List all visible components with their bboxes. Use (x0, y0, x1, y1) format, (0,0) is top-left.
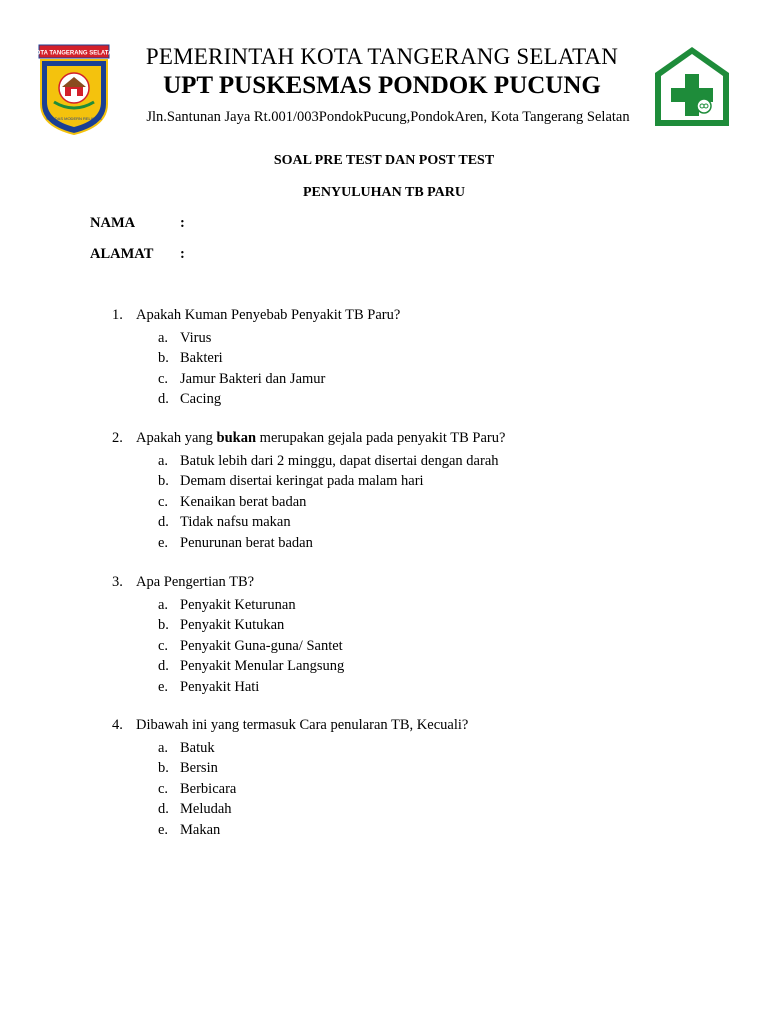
question-text: Apakah Kuman Penyebab Penyakit TB Paru? (136, 307, 401, 323)
option-list (158, 328, 325, 410)
option-item: a. Batuk lebih dari 2 minggu, dapat disertai dengan darah (158, 452, 499, 469)
option-item: e. Makan (158, 821, 221, 838)
question-number: 2. (112, 430, 123, 446)
question-number: 4. (112, 717, 123, 733)
option-item: d. Meludah (158, 801, 232, 817)
option-item: d. Cacing (158, 391, 222, 407)
option-list (158, 595, 344, 698)
field-nama (90, 215, 185, 232)
option-item: e. Penyakit Hati (158, 678, 260, 695)
document-title: SOAL PRE TEST DAN POST TEST (273, 153, 495, 168)
tangerang-selatan-emblem-icon (31, 44, 117, 136)
option-item: a. Penyakit Keturunan (158, 596, 296, 613)
option-item: a. Virus (158, 329, 212, 346)
question-number: 3. (112, 574, 123, 590)
option-list (158, 738, 236, 841)
question-text: Apa Pengertian TB? (136, 574, 255, 590)
emblem-city-text: KOTA TANGERANG SELATAN (31, 50, 117, 57)
option-item: b. Bakteri (158, 350, 223, 366)
question-number: 1. (112, 307, 123, 323)
field-alamat-colon: : (180, 246, 185, 262)
field-alamat (90, 246, 185, 263)
option-item: b. Demam disertai keringat pada malam hari (158, 473, 424, 489)
institution-address: Jln.Santunan Jaya Rt.001/003PondokPucung,PondokAren, Kota Tangerang Selatan (146, 109, 630, 125)
question-text: Apakah yang bukan merupakan gejala pada penyakit TB Paru? (136, 430, 506, 446)
puskesmas-logo-icon (652, 44, 732, 130)
field-alamat-label: ALAMAT (90, 246, 154, 262)
option-item: c. Berbicara (158, 780, 237, 797)
field-nama-label: NAMA (90, 215, 136, 231)
option-item: c. Kenaikan berat badan (158, 493, 307, 510)
option-item: d. Tidak nafsu makan (158, 514, 291, 530)
emblem-motto-text: CERDAS MODERN RELIGIUS (46, 116, 102, 121)
option-item: c. Penyakit Guna-guna/ Santet (158, 637, 343, 654)
option-item: e. Penurunan berat badan (158, 534, 313, 551)
option-item: c. Jamur Bakteri dan Jamur (158, 370, 326, 387)
option-item: b. Penyakit Kutukan (158, 617, 285, 633)
option-list (158, 451, 499, 554)
institution-name: UPT PUSKESMAS PONDOK PUCUNG (163, 72, 601, 99)
option-item: d. Penyakit Menular Langsung (158, 658, 345, 674)
field-nama-colon: : (180, 215, 185, 231)
option-item: b. Bersin (158, 760, 218, 776)
option-item: a. Batuk (158, 739, 215, 756)
document-subtitle: PENYULUHAN TB PARU (302, 185, 466, 200)
government-name: PEMERINTAH KOTA TANGERANG SELATAN (145, 44, 619, 69)
question-text: Dibawah ini yang termasuk Cara penularan TB, Kecuali? (136, 717, 469, 733)
